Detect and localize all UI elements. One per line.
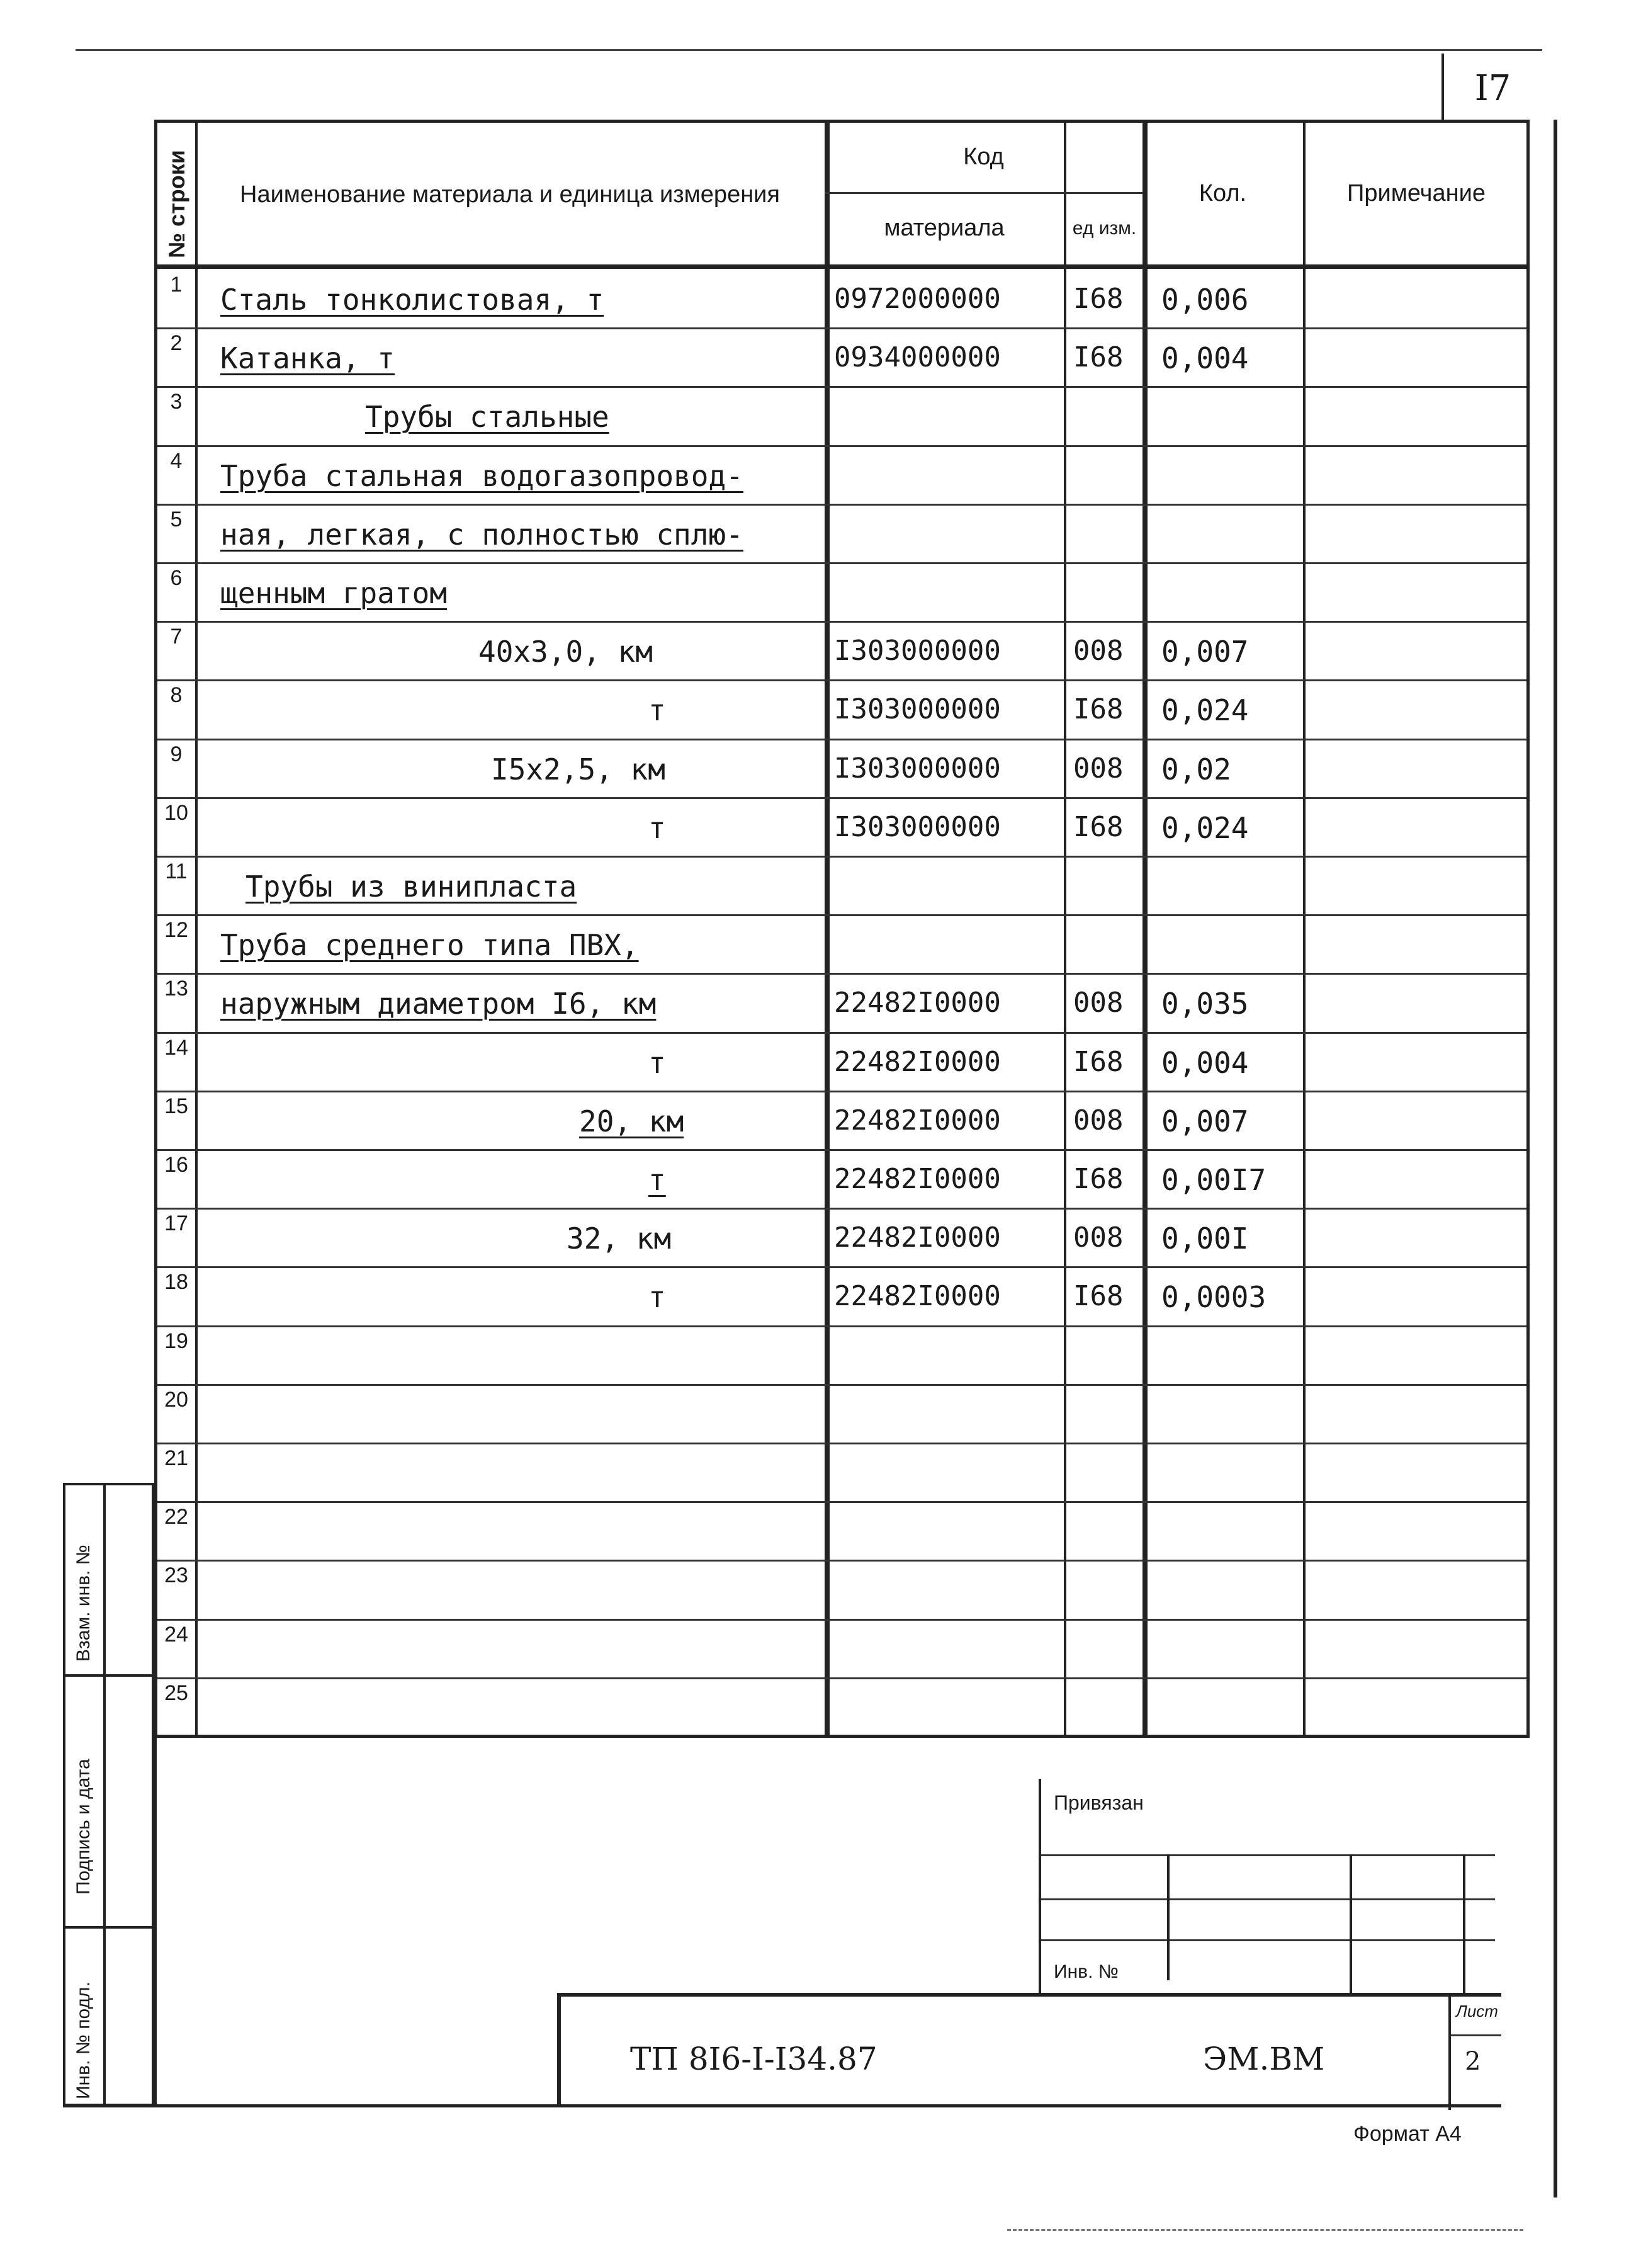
row-number: 22 — [164, 1505, 188, 1529]
material-code: 22482I0000 — [834, 1045, 1001, 1078]
row-number: 14 — [164, 1035, 188, 1060]
row-divider — [157, 1619, 1526, 1621]
row-number: 13 — [164, 977, 188, 1001]
material-name: т — [648, 1280, 666, 1315]
material-name: 40х3,0, км — [478, 635, 653, 669]
side-stamp — [63, 1483, 154, 2106]
row-divider — [157, 327, 1526, 329]
material-code: 22482I0000 — [834, 1104, 1001, 1137]
row-number: 4 — [170, 448, 183, 473]
document-code: ЭМ.ВМ — [1203, 2041, 1325, 2077]
material-name: наружным диаметром I6, км — [220, 987, 657, 1021]
material-code: 22482I0000 — [834, 987, 1001, 1019]
row-divider — [157, 1501, 1526, 1503]
row-divider — [157, 1443, 1526, 1444]
privyazan-block — [1039, 1779, 1495, 1993]
row-divider — [157, 1325, 1526, 1327]
right-border-line — [1554, 120, 1557, 2197]
row-divider — [157, 1677, 1526, 1679]
unit-code: I68 — [1073, 1163, 1124, 1195]
row-divider — [157, 445, 1526, 447]
row-divider — [157, 1384, 1526, 1386]
material-name: 32, км — [567, 1222, 672, 1256]
col-divider-unit — [1142, 123, 1148, 1735]
row-number: 12 — [164, 918, 188, 943]
unit-code: I68 — [1073, 810, 1124, 843]
header-bottom-line — [157, 264, 1526, 269]
quantity: 0,007 — [1161, 635, 1249, 669]
material-code: I303000000 — [834, 752, 1001, 785]
unit-code: I68 — [1073, 1280, 1124, 1313]
row-number: 16 — [164, 1153, 188, 1177]
unit-code: 008 — [1073, 987, 1124, 1019]
row-number: 20 — [164, 1387, 188, 1412]
row-divider — [157, 739, 1526, 740]
unit-code: I68 — [1073, 1045, 1124, 1078]
privyazan-line-3 — [1041, 1939, 1495, 1941]
note-header: Примечание — [1347, 179, 1486, 207]
material-name: Трубы из винипласта — [245, 870, 577, 904]
material-name: 20, км — [579, 1104, 684, 1138]
material-code: I303000000 — [834, 810, 1001, 843]
row-number: 25 — [164, 1681, 188, 1705]
row-number-header: № строки — [164, 150, 189, 258]
code-header: Код — [963, 144, 1004, 171]
sheet-box — [1448, 1997, 1501, 2110]
unit-code: I68 — [1073, 693, 1124, 726]
row-number: 21 — [164, 1446, 188, 1470]
row-divider — [157, 386, 1526, 388]
sheet-label: Лист — [1456, 2002, 1498, 2021]
row-number: 8 — [170, 683, 183, 708]
sheet-value: 2 — [1465, 2047, 1481, 2076]
row-divider — [157, 562, 1526, 564]
bottom-dashed-line — [1007, 2229, 1523, 2231]
row-number: 6 — [170, 566, 183, 590]
col-divider-rowno — [195, 123, 198, 1735]
unit-code: 008 — [1073, 752, 1124, 785]
material-code: 0934000000 — [834, 341, 1001, 374]
quantity: 0,00I — [1161, 1222, 1249, 1256]
row-number: 11 — [165, 859, 188, 883]
row-divider — [157, 1032, 1526, 1034]
row-divider — [157, 973, 1526, 975]
qty-header: Кол. — [1199, 179, 1247, 207]
row-number: 15 — [164, 1094, 188, 1118]
row-divider — [157, 856, 1526, 858]
side-stamp-sep-1 — [65, 1674, 152, 1677]
col-divider-name — [825, 123, 830, 1735]
row-divider — [157, 1208, 1526, 1210]
material-name: Труба стальная водогазопровод- — [220, 458, 743, 493]
row-number: 17 — [164, 1211, 188, 1236]
privyazan-label: Привязан — [1054, 1791, 1144, 1814]
unit-code: 008 — [1073, 1222, 1124, 1254]
project-code: ТП 8I6-I-I34.87 — [630, 2041, 877, 2077]
quantity: 0,007 — [1161, 1104, 1249, 1138]
inv-podl-label: Инв. № подл. — [73, 1982, 94, 2099]
material-name: щенным гратом — [220, 576, 448, 610]
col-divider-code — [1064, 123, 1066, 1735]
top-border-line — [76, 49, 1542, 51]
materials-table — [154, 120, 1530, 1738]
row-divider — [157, 621, 1526, 623]
row-divider — [157, 1266, 1526, 1268]
code-unit-header: ед изм. — [1072, 217, 1137, 239]
side-stamp-sep-2 — [65, 1926, 152, 1929]
material-name: т — [648, 810, 666, 845]
row-number: 10 — [164, 800, 188, 825]
unit-code: 008 — [1073, 635, 1124, 667]
row-divider — [157, 1560, 1526, 1562]
material-name: т — [648, 1163, 666, 1197]
material-name: Труба среднего типа ПВХ, — [220, 928, 639, 963]
material-name: Сталь тонколистовая, т — [220, 283, 604, 317]
row-number: 18 — [164, 1270, 188, 1295]
quantity: 0,0003 — [1161, 1280, 1266, 1315]
unit-code: I68 — [1073, 341, 1124, 374]
unit-code: I68 — [1073, 283, 1124, 315]
quantity: 0,00I7 — [1161, 1163, 1266, 1197]
quantity: 0,024 — [1161, 693, 1249, 728]
material-code: 22482I0000 — [834, 1222, 1001, 1254]
quantity: 0,024 — [1161, 810, 1249, 845]
privyazan-line-2 — [1041, 1898, 1495, 1900]
page-number: I7 — [1441, 54, 1542, 123]
row-number: 19 — [164, 1329, 188, 1353]
podpis-data-label: Подпись и дата — [73, 1759, 94, 1895]
row-divider — [157, 504, 1526, 506]
code-material-header: материала — [884, 214, 1005, 241]
material-name: I5х2,5, км — [491, 752, 665, 786]
vzam-inv-label: Взам. инв. № — [73, 1545, 94, 1662]
name-header: Наименование материала и единица измерения — [240, 181, 780, 208]
privyazan-line-1 — [1041, 1854, 1495, 1856]
quantity: 0,006 — [1161, 283, 1249, 317]
frame-left-line — [154, 1738, 157, 2106]
row-number: 7 — [170, 625, 183, 649]
material-code: 22482I0000 — [834, 1280, 1001, 1313]
side-stamp-divider — [103, 1485, 106, 2104]
row-number: 9 — [170, 742, 183, 766]
inv-no-label: Инв. № — [1054, 1961, 1119, 1982]
row-divider — [157, 914, 1526, 916]
format-label: Формат А4 — [1353, 2122, 1462, 2146]
row-number: 5 — [170, 507, 183, 531]
quantity: 0,004 — [1161, 1045, 1249, 1080]
unit-code: 008 — [1073, 1104, 1124, 1137]
quantity: 0,02 — [1161, 752, 1231, 786]
row-number: 3 — [170, 390, 183, 414]
material-name: ная, легкая, с полностью сплю- — [220, 517, 743, 552]
row-number: 2 — [170, 331, 183, 356]
material-name: Катанка, т — [220, 341, 395, 376]
row-number: 1 — [170, 273, 183, 297]
row-divider — [157, 797, 1526, 799]
row-divider — [157, 1149, 1526, 1151]
title-block — [557, 1993, 1501, 2106]
sheet-divider — [1451, 2034, 1501, 2036]
col-divider-qty — [1303, 123, 1306, 1735]
material-name: т — [648, 1045, 666, 1080]
row-divider — [157, 679, 1526, 681]
material-code: 0972000000 — [834, 283, 1001, 315]
material-name: Трубы стальные — [365, 400, 609, 434]
material-name: т — [648, 693, 666, 728]
privyazan-col-1 — [1167, 1854, 1170, 1980]
row-divider — [157, 1091, 1526, 1092]
material-code: I303000000 — [834, 693, 1001, 726]
material-code: 22482I0000 — [834, 1163, 1001, 1195]
quantity: 0,004 — [1161, 341, 1249, 376]
row-number: 24 — [164, 1622, 188, 1647]
material-code: I303000000 — [834, 635, 1001, 667]
privyazan-col-2 — [1350, 1854, 1352, 1993]
privyazan-col-3 — [1463, 1854, 1465, 1993]
row-number: 23 — [164, 1563, 188, 1588]
quantity: 0,035 — [1161, 987, 1249, 1021]
